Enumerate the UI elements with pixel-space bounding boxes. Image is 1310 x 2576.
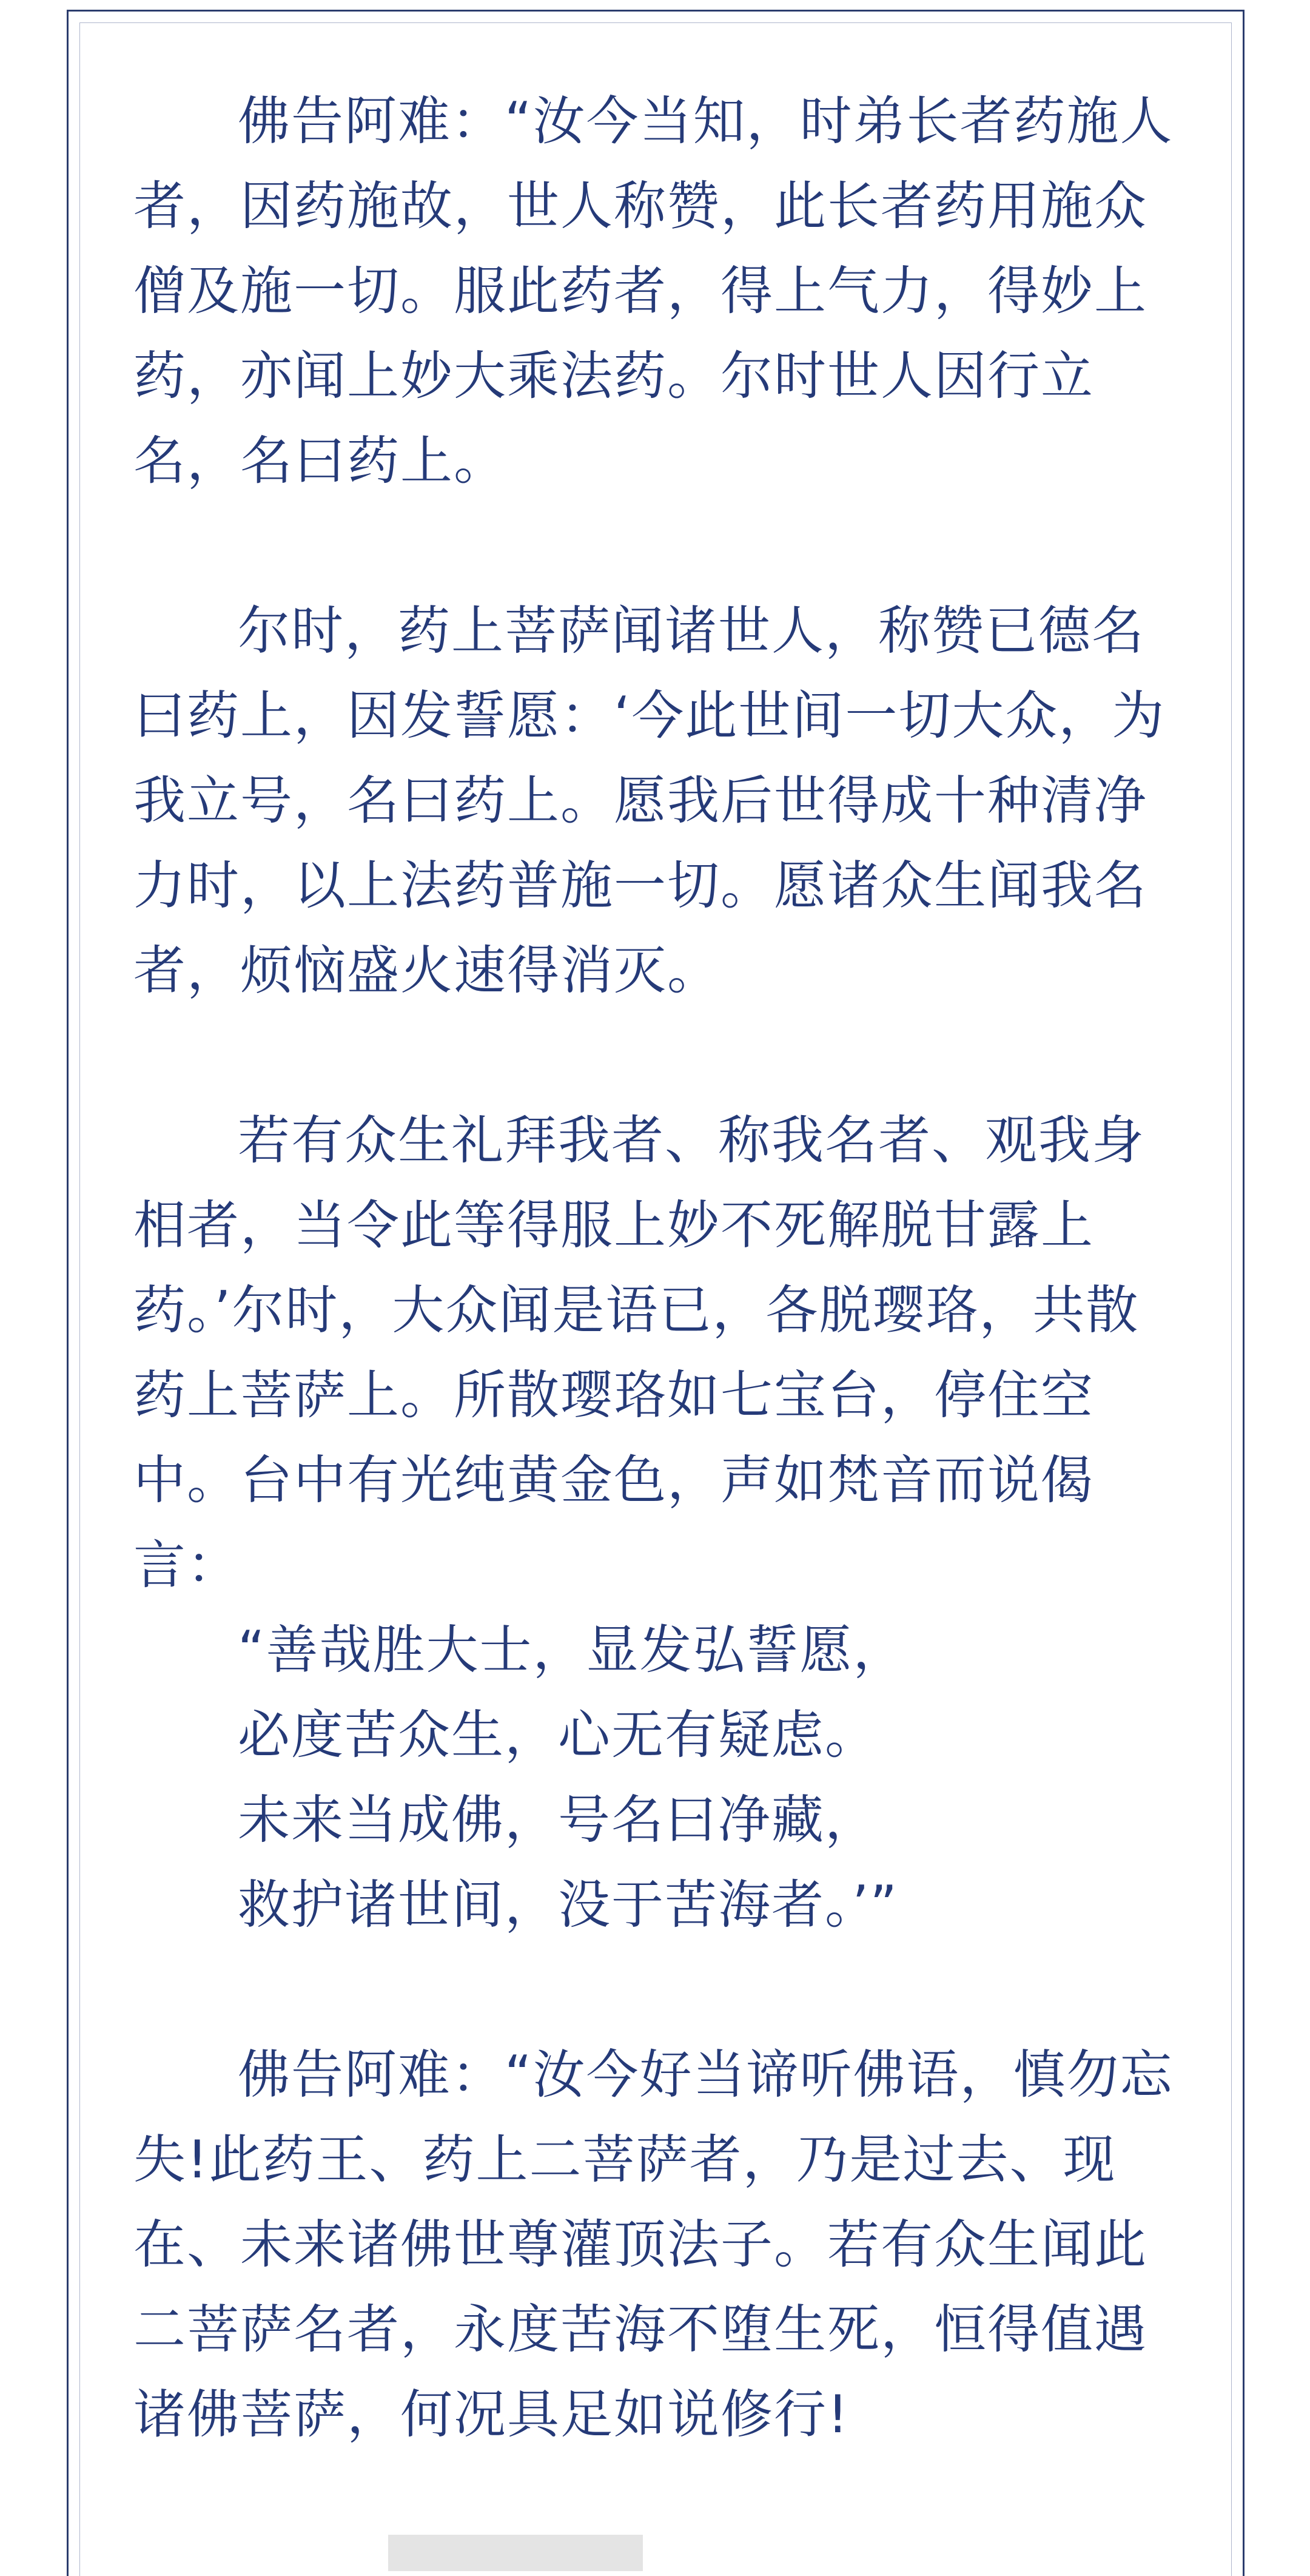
text-selection-highlight <box>388 2535 643 2571</box>
paragraph-3: 若有众生礼拜我者、称我名者、观我身相者，当令此等得服上妙不死解脱甘露上药。’尔时，大众闻是语已，各脱璎珞，共散药上菩萨上。所散璎珞如七宝台，停住空中。台中有光纯黄金色，声如梵音而说偈言： <box>133 1110 1145 1596</box>
paragraph-1: 佛告阿难：“汝今当知，时弟长者药施人者，因药施故，世人称赞，此长者药用施众僧及施一切。服此药者，得上气力，得妙上药，亦闻上妙大乘法药。尔时世人因行立名，名曰药上。 <box>133 91 1174 491</box>
verse-block <box>133 1608 1177 1947</box>
paragraph-4: 佛告阿难：“汝今好当谛听佛语，慎勿忘失!此药王、药上二菩萨者，乃是过去、现在、未来诸佛世尊灌顶法子。若有众生闻此二菩萨名者，永度苦海不堕生死，恒得值遇诸佛菩萨，何况具足如说修行! <box>133 2045 1174 2445</box>
verse-line-1: “善哉胜大士，显发弘誓愿， <box>238 1620 907 1681</box>
paragraph-gap <box>133 1947 1177 2032</box>
paragraph-2: 尔时，药上菩萨闻诸世人，称赞已德名曰药上，因发誓愿：‘今此世间一切大众，为我立号，名曰药上。愿我后世得成十种清净力时，以上法药普施一切。愿诸众生闻我名者，烦恼盛火速得消灭。 <box>133 601 1166 1001</box>
paragraph-gap <box>133 1013 1177 1098</box>
article-body <box>133 79 1177 2457</box>
verse-line-2: 必度苦众生，心无有疑虑。 <box>238 1705 878 1765</box>
paragraph-gap <box>133 504 1177 588</box>
verse-line-4: 救护诸世间，没于苦海者。’” <box>238 1875 898 1935</box>
verse-line-3: 未来当成佛，号名曰净藏， <box>238 1790 878 1850</box>
